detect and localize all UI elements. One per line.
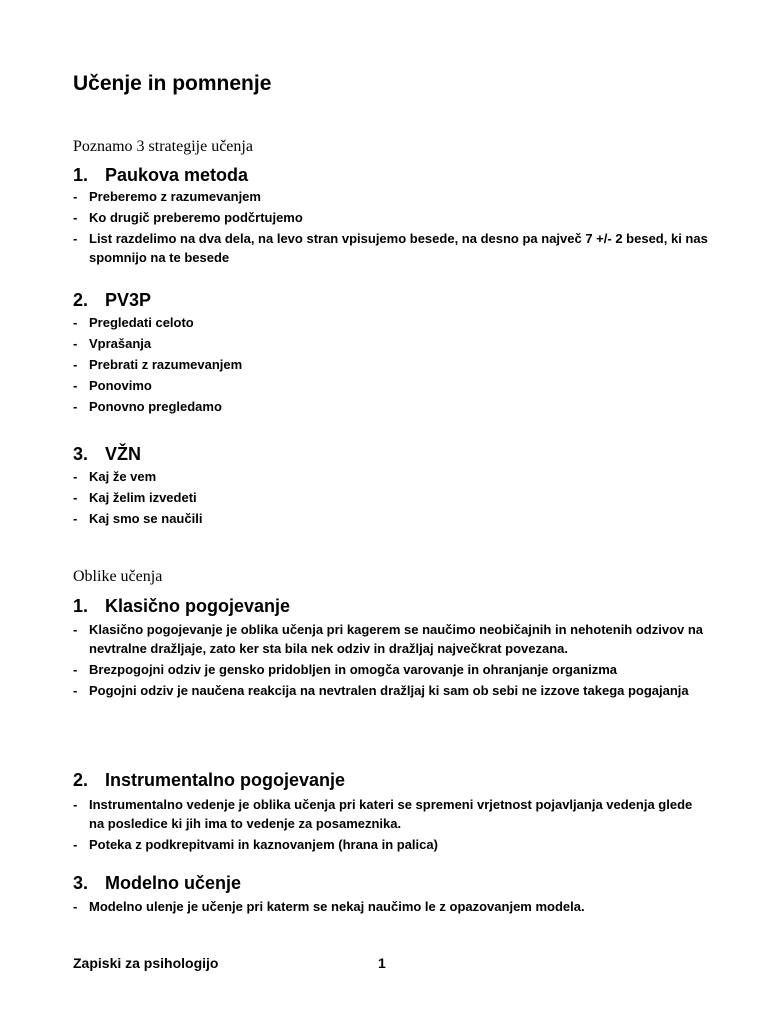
page-footer <box>73 955 713 971</box>
heading-number: 3. <box>73 873 89 893</box>
heading-vzn <box>73 444 141 465</box>
list-item: - Kaj že vem <box>73 467 708 486</box>
heading-text: Instrumentalno pogojevanje <box>105 770 346 790</box>
heading-number: 1. <box>73 165 89 185</box>
heading-number: 2. <box>73 290 89 310</box>
heading-text: Paukova metoda <box>105 165 249 185</box>
list-item: - Kaj želim izvedeti <box>73 488 708 507</box>
list-paukova-metoda <box>73 187 708 269</box>
page-number: 1 <box>378 955 386 971</box>
heading-number: 2. <box>73 770 89 790</box>
list-item: - Instrumentalno vedenje je oblika učenja pri kateri se spremeni vrjetnost pojavljanja vedenja glede na posledice ki jih ima to vedenje za posameznika. <box>73 795 708 833</box>
heading-klasicno-pogojevanje <box>73 596 290 617</box>
intro-strategies: Poznamo 3 strategije učenja <box>73 138 253 155</box>
heading-number: 1. <box>73 596 89 616</box>
list-item: - List razdelimo na dva dela, na levo stran vpisujemo besede, na desno pa največ 7 +/- 2 besed, ki nas spomnijo na te besede <box>73 229 708 267</box>
list-item: - Modelno ulenje je učenje pri katerm se nekaj naučimo le z opazovanjem modela. <box>73 897 708 916</box>
list-item: - Ponovno pregledamo <box>73 397 708 416</box>
list-item: - Pregledati celoto <box>73 313 708 332</box>
heading-text: VŽN <box>105 444 141 464</box>
heading-text: Klasično pogojevanje <box>105 596 291 616</box>
list-item: - Vprašanja <box>73 334 708 353</box>
list-vzn <box>73 467 708 530</box>
heading-pv3p <box>73 290 151 311</box>
intro-oblike-ucenja: Oblike učenja <box>73 568 163 585</box>
heading-instrumentalno-pogojevanje <box>73 770 345 791</box>
heading-text: Modelno učenje <box>105 873 242 893</box>
heading-text: PV3P <box>105 290 152 310</box>
list-klasicno-pogojevanje <box>73 620 708 702</box>
list-pv3p <box>73 313 708 418</box>
list-item: - Ko drugič preberemo podčrtujemo <box>73 208 708 227</box>
heading-number: 3. <box>73 444 89 464</box>
heading-modelno-ucenje <box>73 873 241 894</box>
list-item: - Kaj smo se naučili <box>73 509 708 528</box>
list-item: - Prebrati z razumevanjem <box>73 355 708 374</box>
list-item: - Preberemo z razumevanjem <box>73 187 708 206</box>
list-item: - Klasično pogojevanje je oblika učenja pri kagerem se naučimo neobičajnih in nehotenih odzivov na nevtralne dražljaje, zato ker sta bila nek odziv in dražljaj največkrat povezana. <box>73 620 708 658</box>
list-item: - Brezpogojni odziv je gensko pridobljen in omogča varovanje in ohranjanje organizma <box>73 660 708 679</box>
footer-text: Zapiski za psihologijo <box>73 955 219 971</box>
list-item: - Ponovimo <box>73 376 708 395</box>
document-title: Učenje in pomnenje <box>73 72 272 95</box>
heading-paukova-metoda <box>73 165 248 186</box>
list-item: - Pogojni odziv je naučena reakcija na nevtralen dražljaj ki sam ob sebi ne izzove takega pogajanja <box>73 681 708 700</box>
list-item: - Poteka z podkrepitvami in kaznovanjem (hrana in palica) <box>73 835 708 854</box>
list-instrumentalno-pogojevanje <box>73 795 708 856</box>
list-modelno-ucenje <box>73 897 708 918</box>
